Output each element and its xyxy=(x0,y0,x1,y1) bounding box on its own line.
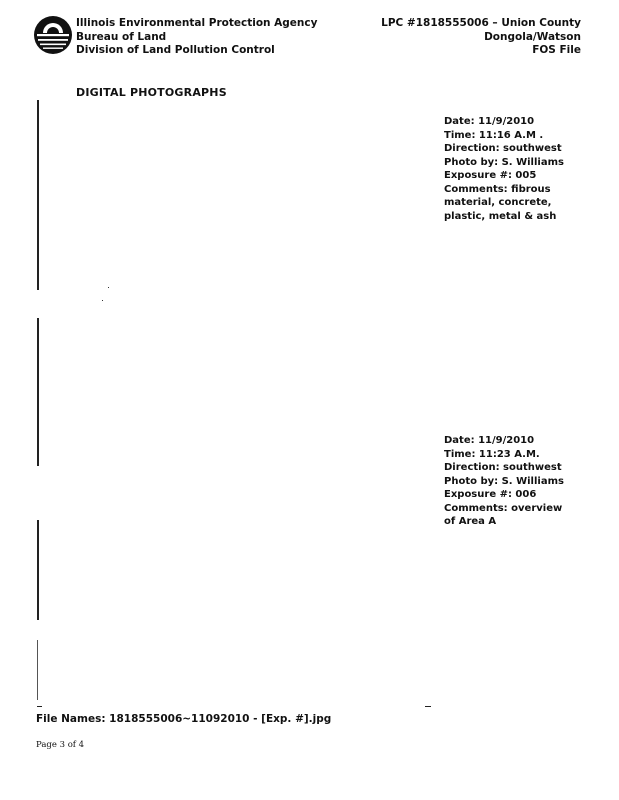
scan-mark xyxy=(37,706,42,707)
photo-1-date: Date: 11/9/2010 xyxy=(444,116,535,127)
division-name: Division of Land Pollution Control xyxy=(76,44,275,56)
file-type: FOS File xyxy=(532,44,581,56)
photo-1-comments: Comments: fibrous xyxy=(444,183,551,195)
photo-1-comments-cont: material, concrete, xyxy=(444,197,552,208)
photo-1-photographer: Photo by: S. Williams xyxy=(444,156,564,168)
photo-2-direction: Direction: southwest xyxy=(444,462,562,473)
margin-line xyxy=(37,520,39,620)
photo-info-1 xyxy=(444,115,604,223)
photo-2-exposure: Exposure #: 006 xyxy=(444,489,537,500)
scan-speck xyxy=(108,287,109,288)
scan-speck xyxy=(102,300,103,301)
margin-line xyxy=(37,100,39,290)
lpc-number: LPC #1818555006 – Union County xyxy=(381,17,581,29)
photo-2-photographer: Photo by: S. Williams xyxy=(444,475,564,487)
agency-block xyxy=(76,17,317,58)
photo-2-comments: Comments: overview xyxy=(444,502,563,514)
photo-1-time: Time: 11:16 A.M . xyxy=(444,129,544,141)
section-title: DIGITAL PHOTOGRAPHS xyxy=(76,86,227,99)
scan-mark xyxy=(425,706,431,707)
bureau-name: Bureau of Land xyxy=(76,30,167,43)
photo-info-2 xyxy=(444,434,604,529)
margin-line xyxy=(37,640,38,700)
illinois-epa-logo-icon xyxy=(33,15,73,55)
margin-line xyxy=(37,318,39,466)
site-name: Dongola/Watson xyxy=(484,30,581,43)
photo-2-comments-cont: of Area A xyxy=(444,516,497,527)
photo-1-exposure: Exposure #: 005 xyxy=(444,170,537,181)
photo-1-comments-cont: plastic, metal & ash xyxy=(444,210,557,222)
page-number: Page 3 of 4 xyxy=(36,740,85,750)
photo-2-time: Time: 11:23 A.M. xyxy=(444,448,540,460)
photo-2-date: Date: 11/9/2010 xyxy=(444,435,535,446)
agency-name: Illinois Environmental Protection Agency xyxy=(76,17,318,29)
reference-block xyxy=(381,17,581,58)
file-names: File Names: 1818555006~11092010 - [Exp. #].jpg xyxy=(36,713,332,725)
photo-1-direction: Direction: southwest xyxy=(444,143,562,154)
